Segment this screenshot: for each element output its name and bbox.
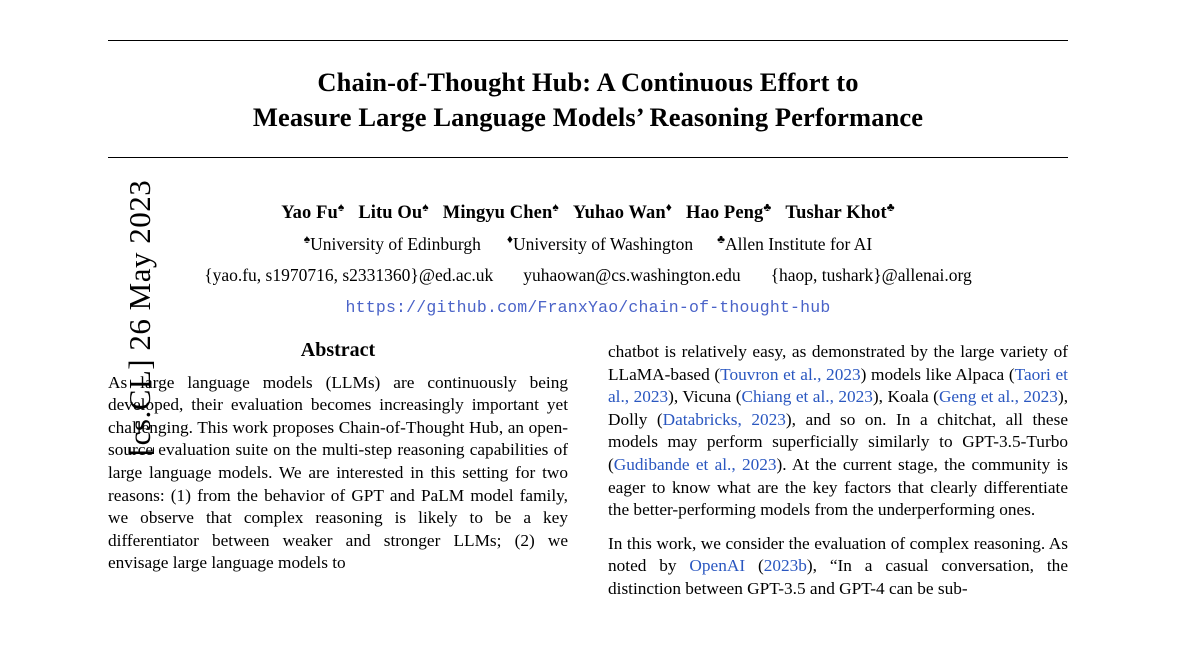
author-1: Yao Fu♠ — [281, 199, 345, 223]
citation-geng[interactable]: Geng et al., 2023 — [938, 387, 1058, 407]
author-4-symbol: ♦ — [665, 199, 673, 214]
citation-touvron[interactable]: Touvron et al., 2023 — [720, 364, 861, 384]
affiliation-1-symbol: ♠ — [303, 232, 311, 247]
citation-openai[interactable]: OpenAI — [689, 556, 746, 576]
text-run: ), Dolly ( — [608, 387, 1069, 429]
citation-openai-year[interactable]: 2023b — [763, 556, 807, 576]
author-1-symbol: ♠ — [337, 199, 345, 214]
citation-databricks[interactable]: Databricks, 2023 — [662, 409, 786, 429]
affiliation-1: ♠University of Edinburgh — [303, 232, 481, 254]
body-columns — [108, 339, 1068, 612]
text-run: ( — [745, 556, 764, 576]
arxiv-stamp: [cs.CL] 26 May 2023 — [122, 179, 157, 457]
text-run: ) models like Alpaca ( — [860, 364, 1015, 384]
title-line-2: Measure Large Language Models’ Reasoning Performance — [252, 102, 924, 132]
intro-paragraph-2-tail: the distinction between GPT-3.5 and GPT-4 can be sub- — [608, 556, 1068, 598]
affiliation-3-symbol: ♣ — [717, 232, 725, 247]
intro-column — [608, 339, 1068, 612]
email-3: {haop, tushark}@allenai.org — [770, 265, 972, 285]
author-6: Tushar Khot♣ — [785, 199, 895, 223]
citation-gudibande[interactable]: Gudibande et al., 2023 — [613, 454, 777, 474]
author-3-symbol: ♠ — [552, 199, 559, 214]
text-run: ), “In a casual conversation, — [806, 556, 1034, 576]
text-run: ), and so on. In a chitchat, all these models may perform superficially similarly to GPT-3.5-Turbo ( — [608, 409, 1068, 474]
affiliation-3: ♣Allen Institute for AI — [717, 232, 873, 254]
intro-paragraph-2 — [608, 533, 1068, 601]
title-line-1: Chain-of-Thought Hub: A Continuous Effort to — [317, 67, 859, 97]
author-4: Yuhao Wan♦ — [572, 199, 673, 223]
paper-content — [108, 0, 1068, 648]
email-list — [108, 265, 1068, 286]
text-run: ). At the current stage, the community is eager to know what are the key factors that clearly differentiate the better-performing models from the underperforming ones. — [608, 454, 1069, 520]
abstract-column — [108, 339, 568, 612]
author-6-symbol: ♣ — [886, 199, 895, 214]
author-2: Litu Ou♠ — [358, 199, 429, 223]
text-run: ), Koala ( — [872, 387, 939, 407]
citation-taori[interactable]: Taori et al., 2023 — [608, 364, 1068, 407]
email-2: yuhaowan@cs.washington.edu — [523, 265, 741, 285]
affiliation-2: ♦University of Washington — [506, 232, 694, 254]
author-5-symbol: ♣ — [763, 199, 772, 214]
text-run: chatbot is relatively easy, as demonstrated by the large variety of LLaMA-based ( — [608, 342, 1068, 384]
abstract-paragraph: As large language models (LLMs) are continuously being developed, their evaluation becomes increasingly important yet challenging. This work proposes Chain-of-Thought Hub, an open-source evaluation suite on the multi-step reasoning capabilities of large language models. We are interested in this setting for two reasons: (1) from the behavior of GPT and PaLM model family, we observe that complex reasoning is likely to be a key differentiator between weaker and stronger LLMs; (2) we envisage large language models to — [108, 372, 568, 573]
author-list — [108, 199, 1068, 224]
abstract-heading: Abstract — [300, 339, 376, 361]
affiliation-list — [108, 234, 1068, 255]
citation-chiang[interactable]: Chiang et al., 2023 — [741, 387, 873, 407]
repository-link[interactable]: https://github.com/FranxYao/chain-of-thought-hub — [345, 298, 831, 317]
author-2-symbol: ♠ — [422, 199, 429, 214]
text-run: In this work, we consider the evaluation of complex reasoning. As noted by — [608, 533, 1068, 576]
header-rule-bottom — [108, 157, 1068, 158]
header-rule-top — [108, 40, 1068, 41]
affiliation-2-symbol: ♦ — [506, 232, 514, 247]
intro-paragraph-1 — [608, 341, 1068, 522]
email-1: {yao.fu, s1970716, s2331360}@ed.ac.uk — [204, 265, 494, 285]
author-3: Mingyu Chen♠ — [442, 199, 559, 223]
text-run: ), Vicuna ( — [668, 387, 742, 407]
author-5: Hao Peng♣ — [686, 199, 772, 223]
page-title — [108, 65, 1068, 135]
